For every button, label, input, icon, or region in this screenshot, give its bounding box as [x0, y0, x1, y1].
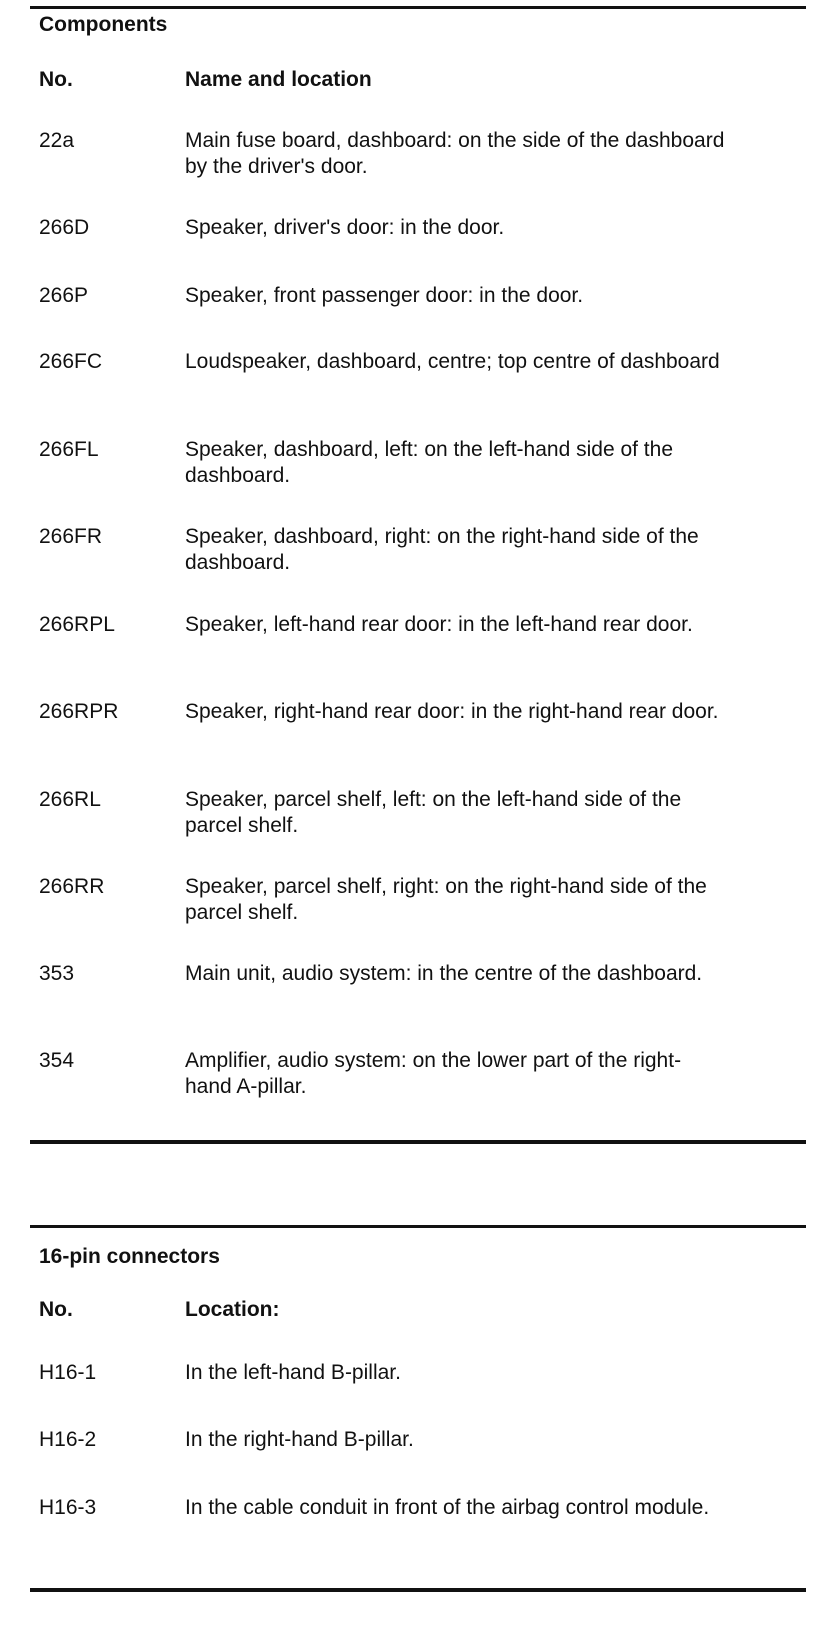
connector-location: In the cable conduit in front of the airbag control module. [185, 1496, 710, 1519]
component-number: 22a [39, 129, 75, 152]
component-number: 266D [39, 216, 90, 239]
component-number: 354 [39, 1049, 75, 1072]
component-description: Speaker, front passenger door: in the door. [185, 284, 584, 307]
components-top-rule [30, 6, 806, 9]
connector-number: H16-1 [39, 1361, 97, 1384]
component-description: Speaker, left-hand rear door: in the left-hand rear door. [185, 613, 693, 636]
component-number: 353 [39, 962, 75, 985]
connector-location: In the left-hand B-pillar. [185, 1361, 401, 1384]
component-description: Speaker, driver's door: in the door. [185, 216, 505, 239]
component-number: 266RPL [39, 613, 115, 636]
component-number: 266P [39, 284, 89, 307]
component-number: 266RR [39, 875, 105, 898]
connector-location: In the right-hand B-pillar. [185, 1428, 414, 1451]
component-description: Amplifier, audio system: on the lower part of the right-hand A-pillar. [185, 1049, 682, 1098]
components-col-name: Name and location [185, 68, 372, 91]
component-number: 266RPR [39, 700, 119, 723]
connector-number: H16-2 [39, 1428, 97, 1451]
connectors-title: 16-pin connectors [39, 1245, 220, 1268]
component-description: Speaker, right-hand rear door: in the right-hand rear door. [185, 700, 719, 723]
components-title: Components [39, 13, 168, 36]
component-number: 266FR [39, 525, 103, 548]
component-number: 266FC [39, 350, 103, 373]
component-number: 266FL [39, 438, 99, 461]
component-description: Speaker, parcel shelf, left: on the left-hand side of the parcel shelf. [185, 788, 682, 837]
component-description: Speaker, dashboard, left: on the left-hand side of the dashboard. [185, 438, 674, 487]
component-description: Main fuse board, dashboard: on the side of the dashboard by the driver's door. [185, 129, 725, 178]
connectors-bottom-rule [30, 1588, 806, 1592]
component-description: Main unit, audio system: in the centre of the dashboard. [185, 962, 703, 985]
components-col-no: No. [39, 68, 73, 91]
connectors-col-no: No. [39, 1298, 73, 1321]
connectors-col-location: Location: [185, 1298, 280, 1321]
connector-number: H16-3 [39, 1496, 97, 1519]
component-description: Loudspeaker, dashboard, centre; top centre of dashboard [185, 350, 720, 373]
component-description: Speaker, dashboard, right: on the right-hand side of the dashboard. [185, 525, 699, 574]
component-description: Speaker, parcel shelf, right: on the right-hand side of the parcel shelf. [185, 875, 707, 924]
component-number: 266RL [39, 788, 101, 811]
connectors-top-rule [30, 1225, 806, 1228]
components-bottom-rule [30, 1140, 806, 1144]
